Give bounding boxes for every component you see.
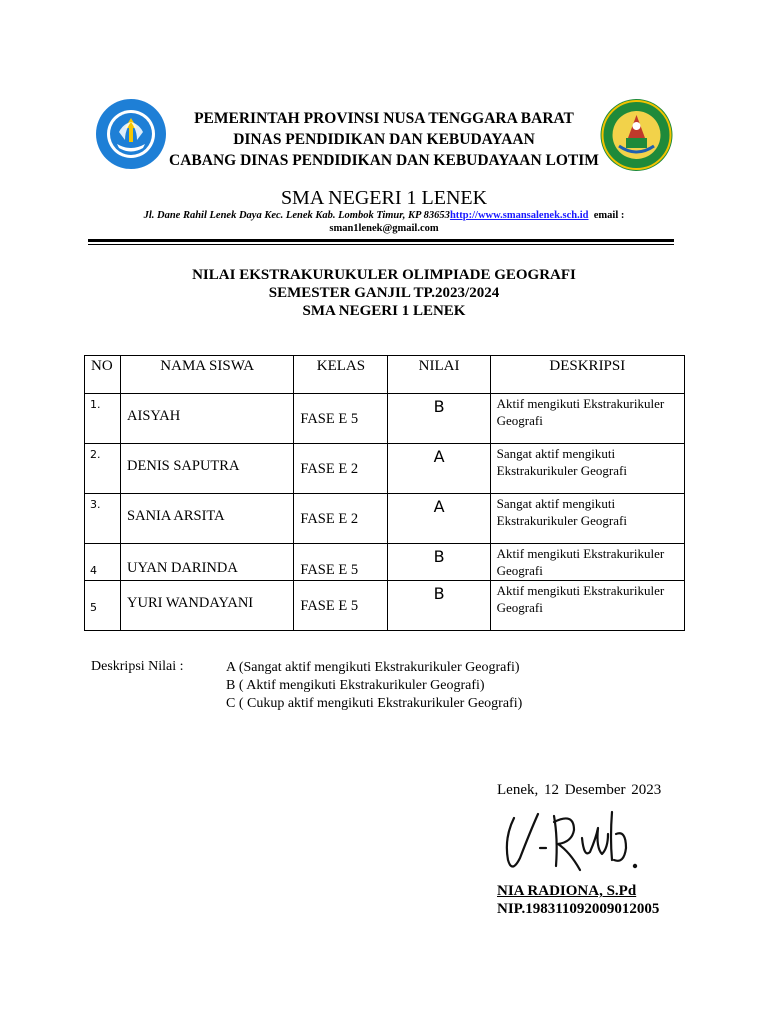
row-no: 4: [90, 564, 97, 577]
table-row: [85, 581, 685, 631]
school-email: sman1lenek@gmail.com: [329, 223, 439, 234]
row-no: 1.: [90, 398, 101, 411]
row-kelas: FASE E 5: [300, 411, 359, 427]
row-kelas: FASE E 2: [300, 461, 359, 477]
row-deskripsi: Aktif mengikuti Ekstrakurikuler Geografi: [496, 546, 665, 578]
legend-item-a: A (Sangat aktif mengikuti Ekstrakurikuler Geografi): [226, 660, 520, 675]
letterhead-rule-thin: [88, 244, 674, 245]
row-deskripsi: Aktif mengikuti Ekstrakurikuler Geografi: [496, 583, 665, 615]
signature-place-date: Lenek, 12 Desember 2023: [497, 782, 662, 798]
row-deskripsi: Sangat aktif mengikuti Ekstrakurikuler Geografi: [496, 496, 627, 528]
legend-item-b: B ( Aktif mengikuti Ekstrakurikuler Geografi): [226, 678, 485, 693]
header-deskripsi: DESKRIPSI: [490, 356, 684, 394]
row-deskripsi: Sangat aktif mengikuti Ekstrakurikuler Geografi: [496, 446, 627, 478]
row-name: YURI WANDAYANI: [127, 595, 254, 611]
row-nilai: A: [433, 497, 445, 516]
signatory-nip: NIP.198311092009012005: [497, 901, 660, 917]
row-no: 5: [90, 601, 97, 614]
table-header-row: [85, 356, 685, 394]
legend-label: Deskripsi Nilai :: [91, 659, 184, 674]
document-title: NILAI EKSTRAKURUKULER OLIMPIADE GEOGRAFI: [192, 267, 576, 283]
row-name: UYAN DARINDA: [127, 560, 238, 576]
header-nilai: NILAI: [388, 356, 490, 394]
handwritten-signature: [500, 808, 650, 885]
email-label: email :: [593, 210, 625, 221]
letterhead-department: DINAS PENDIDIKAN DAN KEBUDAYAAN: [233, 131, 535, 148]
signatory-name: NIA RADIONA, S.Pd: [497, 883, 637, 899]
table-row: [85, 494, 685, 544]
table-row: [85, 544, 685, 581]
letterhead-rule-thick: [88, 239, 674, 242]
document-semester: SEMESTER GANJIL TP.2023/2024: [268, 285, 500, 301]
row-deskripsi: Aktif mengikuti Ekstrakurikuler Geografi: [496, 396, 665, 428]
row-name: DENIS SAPUTRA: [127, 458, 240, 474]
row-nilai: A: [433, 447, 445, 466]
grades-table: [84, 355, 685, 631]
school-address: Jl. Dane Rahil Lenek Daya Kec. Lenek Kab. Lombok Timur, KP 83653: [143, 210, 450, 221]
row-nilai: B: [433, 547, 445, 566]
row-kelas: FASE E 5: [300, 562, 359, 578]
table-row: [85, 394, 685, 444]
letterhead-branch: CABANG DINAS PENDIDIKAN DAN KEBUDAYAAN LOTIM: [169, 152, 599, 169]
header-no: NO: [85, 356, 121, 394]
legend-item-c: C ( Cukup aktif mengikuti Ekstrakurikuler Geografi): [226, 696, 523, 711]
header-nama-siswa: NAMA SISWA: [121, 356, 294, 394]
school-name: SMA NEGERI 1 LENEK: [280, 187, 488, 209]
row-no: 3.: [90, 498, 101, 511]
table-row: [85, 444, 685, 494]
row-name: SANIA ARSITA: [127, 508, 225, 524]
row-no: 2.: [90, 448, 101, 461]
row-name: AISYAH: [127, 408, 181, 424]
document-school: SMA NEGERI 1 LENEK: [302, 303, 466, 319]
row-nilai: B: [433, 584, 445, 603]
header-kelas: KELAS: [294, 356, 388, 394]
row-kelas: FASE E 5: [300, 598, 359, 614]
letterhead-province: PEMERINTAH PROVINSI NUSA TENGGARA BARAT: [194, 110, 574, 127]
school-address-line: [0, 209, 768, 223]
school-website-link[interactable]: http://www.smansalenek.sch.id: [449, 210, 589, 221]
row-nilai: B: [433, 397, 445, 416]
row-kelas: FASE E 2: [300, 511, 359, 527]
